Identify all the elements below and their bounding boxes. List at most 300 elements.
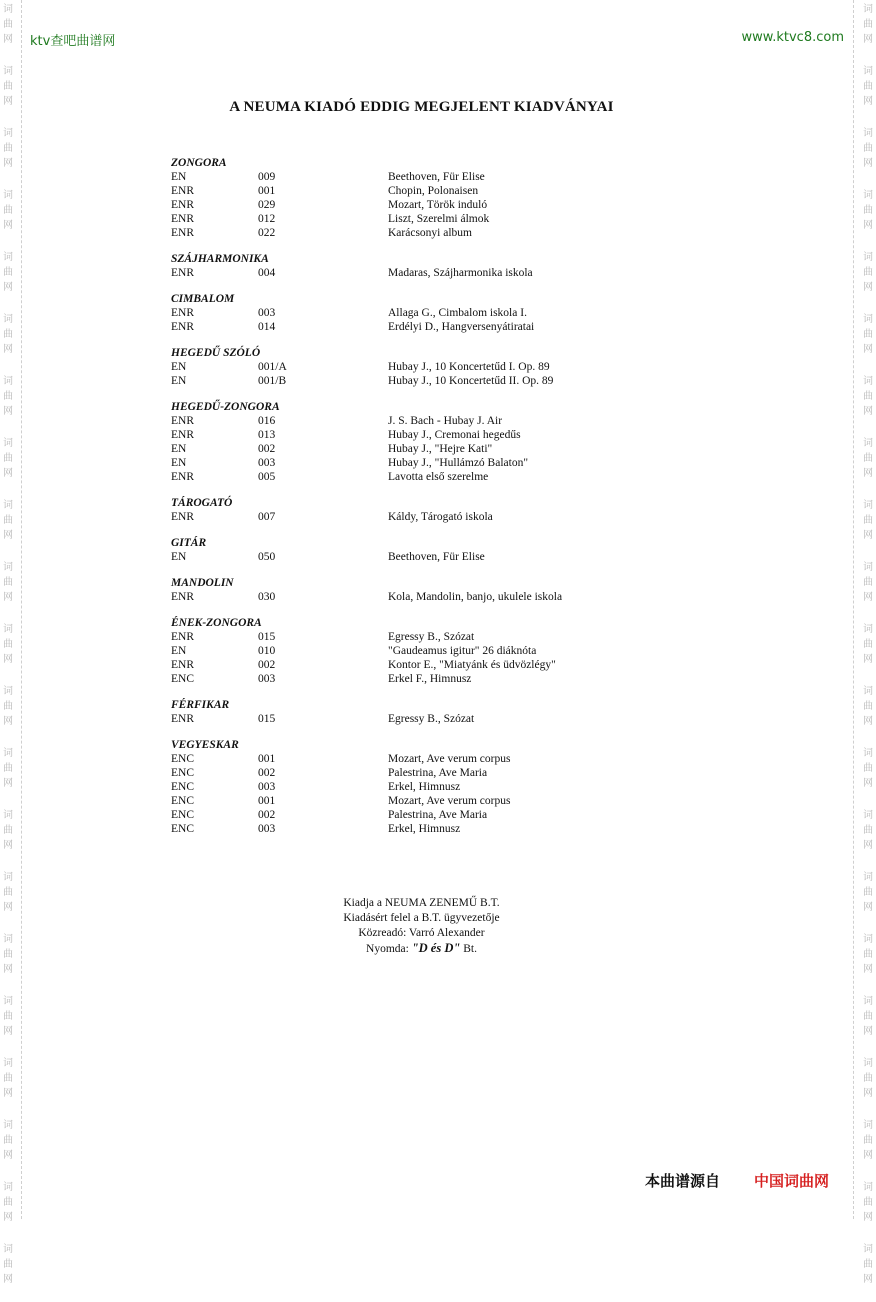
watermark-char: 网 <box>3 964 13 975</box>
work-title: Hubay J., 10 Koncertetűd I. Op. 89 <box>388 361 550 373</box>
catalog-row <box>171 470 691 484</box>
catalog-row <box>171 672 691 686</box>
watermark-char: 曲 <box>863 825 873 836</box>
watermark-char: 词 <box>3 1182 13 1193</box>
catalog-row <box>171 374 691 388</box>
edition-number: 001 <box>258 185 276 197</box>
watermark-char: 词 <box>863 996 873 1007</box>
watermark-char: 词 <box>863 810 873 821</box>
work-title: Karácsonyi album <box>388 227 472 239</box>
watermark-char: 词 <box>3 686 13 697</box>
edition-number: 009 <box>258 171 276 183</box>
watermark-char: 词 <box>863 934 873 945</box>
watermark-char: 曲 <box>863 391 873 402</box>
work-title: Erdélyi D., Hangversenyátiratai <box>388 321 535 333</box>
edition-number: 002 <box>258 659 276 671</box>
watermark-char: 网 <box>3 1212 13 1223</box>
edition-number: 016 <box>258 415 276 427</box>
watermark-unit <box>863 992 873 1054</box>
watermark-char: 词 <box>3 934 13 945</box>
watermark-char: 曲 <box>863 1135 873 1146</box>
edition-number: 003 <box>258 307 276 319</box>
edition-number: 029 <box>258 199 276 211</box>
watermark-char: 网 <box>863 468 873 479</box>
watermark-char: 词 <box>3 500 13 511</box>
watermark-char: 网 <box>863 1088 873 1099</box>
edition-number: 012 <box>258 213 276 225</box>
work-title: Mozart, Török induló <box>388 199 488 211</box>
edition-number: 015 <box>258 713 276 725</box>
watermark-char: 词 <box>3 1120 13 1131</box>
edition-code: ENC <box>171 767 194 779</box>
watermark-unit <box>863 124 873 186</box>
watermark-char: 词 <box>863 376 873 387</box>
watermark-char: 网 <box>863 1026 873 1037</box>
watermark-char: 词 <box>3 748 13 759</box>
watermark-char: 词 <box>863 624 873 635</box>
watermark-char: 词 <box>3 376 13 387</box>
left-cut-line <box>21 0 22 1219</box>
watermark-char: 曲 <box>863 887 873 898</box>
watermark-unit <box>863 62 873 124</box>
right-margin-watermark <box>860 0 876 1285</box>
watermark-unit <box>863 1054 873 1116</box>
watermark-unit <box>863 558 873 620</box>
edition-code: ENR <box>171 511 194 523</box>
watermark-unit <box>3 1054 13 1116</box>
watermark-char: 网 <box>3 530 13 541</box>
catalog-section <box>171 156 691 240</box>
publisher-footer <box>0 896 843 956</box>
watermark-unit <box>3 744 13 806</box>
work-title: Liszt, Szerelmi álmok <box>388 213 490 225</box>
work-title: Hubay J., 10 Koncertetűd II. Op. 89 <box>388 375 554 387</box>
watermark-char: 曲 <box>3 763 13 774</box>
edition-number: 002 <box>258 809 276 821</box>
edition-number: 001 <box>258 753 276 765</box>
watermark-char: 词 <box>863 872 873 883</box>
section-heading: FÉRFIKAR <box>171 699 230 711</box>
catalog-row <box>171 266 691 280</box>
watermark-unit <box>3 558 13 620</box>
catalog-row <box>171 752 691 766</box>
watermark-char: 曲 <box>3 81 13 92</box>
watermark-char: 网 <box>3 220 13 231</box>
site-name-header: ktv查吧曲谱网 <box>30 34 116 49</box>
watermark-char: 词 <box>3 872 13 883</box>
watermark-char: 网 <box>3 778 13 789</box>
section-heading: ÉNEK-ZONGORA <box>171 617 262 629</box>
printer-name: "D és D" <box>411 941 461 955</box>
watermark-char: 曲 <box>3 267 13 278</box>
watermark-char: 网 <box>863 220 873 231</box>
watermark-char: 网 <box>863 716 873 727</box>
watermark-unit <box>863 0 873 62</box>
catalog-row <box>171 184 691 198</box>
work-title: Hubay J., "Hullámzó Balaton" <box>388 457 529 469</box>
catalog-row <box>171 170 691 184</box>
watermark-unit <box>863 930 873 992</box>
edition-code: ENR <box>171 213 194 225</box>
watermark-unit <box>3 1178 13 1240</box>
watermark-char: 曲 <box>863 329 873 340</box>
watermark-char: 网 <box>3 468 13 479</box>
work-title: Allaga G., Cimbalom iskola I. <box>388 307 527 319</box>
watermark-unit <box>3 186 13 248</box>
watermark-char: 曲 <box>863 1259 873 1270</box>
watermark-char: 词 <box>3 438 13 449</box>
watermark-unit <box>863 806 873 868</box>
watermark-char: 词 <box>863 438 873 449</box>
watermark-char: 网 <box>863 592 873 603</box>
edition-number: 004 <box>258 267 276 279</box>
edition-code: ENR <box>171 659 194 671</box>
source-label: 本曲谱源自 <box>645 1172 721 1190</box>
work-title: Hubay J., "Hejre Kati" <box>388 443 493 455</box>
watermark-unit <box>863 620 873 682</box>
edition-code: ENR <box>171 321 194 333</box>
edition-code: EN <box>171 457 187 469</box>
edition-code: ENC <box>171 753 194 765</box>
watermark-unit <box>3 620 13 682</box>
watermark-char: 曲 <box>3 1011 13 1022</box>
watermark-char: 曲 <box>3 19 13 30</box>
catalog-row <box>171 780 691 794</box>
edition-number: 003 <box>258 823 276 835</box>
edition-number: 015 <box>258 631 276 643</box>
watermark-char: 网 <box>3 716 13 727</box>
edition-code: ENR <box>171 267 194 279</box>
edition-number: 014 <box>258 321 276 333</box>
watermark-char: 词 <box>3 1244 13 1255</box>
catalog-section <box>171 698 691 726</box>
watermark-char: 词 <box>3 252 13 263</box>
watermark-char: 曲 <box>3 205 13 216</box>
watermark-char: 网 <box>3 344 13 355</box>
watermark-unit <box>863 186 873 248</box>
watermark-char: 曲 <box>3 1135 13 1146</box>
watermark-unit <box>863 1116 873 1178</box>
watermark-char: 词 <box>3 996 13 1007</box>
watermark-char: 词 <box>3 190 13 201</box>
edition-number: 002 <box>258 443 276 455</box>
watermark-char: 词 <box>3 128 13 139</box>
distributor-line: Közreadó: Varró Alexander <box>358 927 485 939</box>
watermark-char: 词 <box>863 1120 873 1131</box>
edition-code: ENC <box>171 823 194 835</box>
edition-code: EN <box>171 171 187 183</box>
watermark-char: 网 <box>3 1274 13 1285</box>
edition-number: 001 <box>258 795 276 807</box>
edition-number: 003 <box>258 457 276 469</box>
watermark-char: 网 <box>3 282 13 293</box>
watermark-unit <box>3 372 13 434</box>
watermark-char: 网 <box>863 964 873 975</box>
left-margin-watermark <box>0 0 16 1285</box>
edition-code: EN <box>171 361 187 373</box>
watermark-char: 网 <box>863 1274 873 1285</box>
catalog-row <box>171 212 691 226</box>
catalog-row <box>171 550 691 564</box>
watermark-char: 词 <box>3 4 13 15</box>
watermark-char: 网 <box>3 840 13 851</box>
watermark-char: 词 <box>863 128 873 139</box>
catalog-row <box>171 658 691 672</box>
work-title: Beethoven, Für Elise <box>388 551 485 563</box>
watermark-char: 曲 <box>3 701 13 712</box>
watermark-char: 曲 <box>863 143 873 154</box>
edition-code: ENR <box>171 415 194 427</box>
catalog-section <box>171 616 691 686</box>
watermark-char: 网 <box>863 96 873 107</box>
work-title: Mozart, Ave verum corpus <box>388 753 511 765</box>
catalog-section <box>171 536 691 564</box>
catalog-row <box>171 590 691 604</box>
watermark-char: 曲 <box>863 949 873 960</box>
edition-number: 002 <box>258 767 276 779</box>
watermark-char: 曲 <box>3 1073 13 1084</box>
watermark-unit <box>3 248 13 310</box>
watermark-char: 曲 <box>863 639 873 650</box>
watermark-char: 词 <box>863 66 873 77</box>
catalog-section <box>171 346 691 388</box>
edition-code: ENR <box>171 591 194 603</box>
catalog-row <box>171 456 691 470</box>
watermark-char: 词 <box>863 252 873 263</box>
watermark-char: 网 <box>3 406 13 417</box>
edition-code: EN <box>171 375 187 387</box>
watermark-char: 网 <box>863 530 873 541</box>
work-title: "Gaudeamus igitur" 26 diáknóta <box>388 645 537 657</box>
watermark-char: 曲 <box>863 81 873 92</box>
watermark-char: 网 <box>3 34 13 45</box>
watermark-unit <box>3 124 13 186</box>
catalog-section <box>171 496 691 524</box>
section-heading: MANDOLIN <box>171 577 234 589</box>
watermark-unit <box>3 0 13 62</box>
publisher-line: Kiadja a NEUMA ZENEMŰ B.T. <box>343 897 500 909</box>
watermark-unit <box>863 744 873 806</box>
work-title: Lavotta első szerelme <box>388 471 489 483</box>
watermark-char: 词 <box>863 4 873 15</box>
watermark-char: 曲 <box>863 577 873 588</box>
watermark-unit <box>863 434 873 496</box>
catalog-row <box>171 630 691 644</box>
section-heading: ZONGORA <box>171 157 227 169</box>
work-title: Mozart, Ave verum corpus <box>388 795 511 807</box>
watermark-char: 曲 <box>3 515 13 526</box>
catalog-section <box>171 400 691 484</box>
watermark-char: 网 <box>863 902 873 913</box>
watermark-char: 曲 <box>863 763 873 774</box>
watermark-unit <box>863 1178 873 1240</box>
watermark-char: 网 <box>3 96 13 107</box>
printer-label: Nyomda: <box>366 943 409 955</box>
catalog-row <box>171 306 691 320</box>
catalog-row <box>171 794 691 808</box>
catalog-row <box>171 320 691 334</box>
watermark-char: 网 <box>863 1212 873 1223</box>
watermark-char: 网 <box>863 840 873 851</box>
watermark-unit <box>3 1116 13 1178</box>
edition-code: ENC <box>171 781 194 793</box>
source-site-link[interactable]: 中国词曲网 <box>754 1172 830 1190</box>
watermark-unit <box>863 868 873 930</box>
catalog-section <box>171 292 691 334</box>
edition-number: 005 <box>258 471 276 483</box>
watermark-unit <box>3 1240 13 1302</box>
catalog-section <box>171 252 691 280</box>
watermark-char: 曲 <box>863 19 873 30</box>
watermark-char: 词 <box>3 810 13 821</box>
work-title: Madaras, Szájharmonika iskola <box>388 267 533 279</box>
watermark-char: 曲 <box>3 329 13 340</box>
edition-number: 022 <box>258 227 276 239</box>
section-heading: HEGEDŰ-ZONGORA <box>171 401 280 413</box>
watermark-unit <box>863 248 873 310</box>
watermark-char: 曲 <box>863 453 873 464</box>
catalog-row <box>171 428 691 442</box>
edition-number: 007 <box>258 511 276 523</box>
catalog-row <box>171 510 691 524</box>
edition-code: ENR <box>171 429 194 441</box>
watermark-char: 网 <box>863 406 873 417</box>
catalog-row <box>171 226 691 240</box>
watermark-char: 词 <box>863 1244 873 1255</box>
work-title: Hubay J., Cremonai hegedűs <box>388 429 521 441</box>
work-title: Erkel F., Himnusz <box>388 673 472 685</box>
catalog-row <box>171 414 691 428</box>
watermark-char: 网 <box>3 902 13 913</box>
work-title: J. S. Bach - Hubay J. Air <box>388 415 503 427</box>
watermark-char: 曲 <box>3 949 13 960</box>
work-title: Beethoven, Für Elise <box>388 171 485 183</box>
watermark-char: 曲 <box>863 1197 873 1208</box>
page-title: A NEUMA KIADÓ EDDIG MEGJELENT KIADVÁNYAI <box>229 99 614 115</box>
watermark-unit <box>3 434 13 496</box>
section-heading: CIMBALOM <box>171 293 235 305</box>
watermark-char: 词 <box>863 562 873 573</box>
watermark-char: 词 <box>863 1182 873 1193</box>
edition-code: ENR <box>171 471 194 483</box>
site-url-header: www.ktvc8.com <box>741 30 844 45</box>
watermark-char: 网 <box>863 282 873 293</box>
watermark-char: 曲 <box>3 453 13 464</box>
watermark-char: 曲 <box>863 1011 873 1022</box>
watermark-char: 词 <box>863 686 873 697</box>
edition-number: 001/B <box>258 375 287 387</box>
edition-code: ENR <box>171 307 194 319</box>
watermark-unit <box>3 310 13 372</box>
watermark-unit <box>863 310 873 372</box>
section-heading: GITÁR <box>171 537 207 549</box>
watermark-unit <box>863 496 873 558</box>
edition-number: 010 <box>258 645 276 657</box>
edition-code: ENC <box>171 795 194 807</box>
edition-number: 050 <box>258 551 276 563</box>
printer-suffix: Bt. <box>463 943 477 955</box>
watermark-char: 词 <box>3 562 13 573</box>
watermark-char: 曲 <box>863 701 873 712</box>
watermark-char: 词 <box>3 314 13 325</box>
work-title: Egressy B., Szózat <box>388 631 475 643</box>
watermark-unit <box>3 496 13 558</box>
work-title: Palestrina, Ave Maria <box>388 809 488 821</box>
edition-code: EN <box>171 551 187 563</box>
edition-code: ENR <box>171 713 194 725</box>
edition-code: ENR <box>171 227 194 239</box>
watermark-char: 曲 <box>863 515 873 526</box>
watermark-char: 网 <box>863 158 873 169</box>
edition-code: ENR <box>171 631 194 643</box>
edition-code: ENR <box>171 185 194 197</box>
watermark-unit <box>863 682 873 744</box>
right-cut-line <box>853 0 854 1219</box>
watermark-char: 网 <box>863 1150 873 1161</box>
work-title: Egressy B., Szózat <box>388 713 475 725</box>
watermark-unit <box>863 1240 873 1302</box>
watermark-char: 网 <box>3 1026 13 1037</box>
work-title: Kola, Mandolin, banjo, ukulele iskola <box>388 591 563 603</box>
responsible-line: Kiadásért felel a B.T. ügyvezetője <box>343 912 500 924</box>
printer-line <box>0 941 843 956</box>
catalog-row <box>171 808 691 822</box>
catalog-row <box>171 712 691 726</box>
section-heading: VEGYESKAR <box>171 739 239 751</box>
watermark-char: 曲 <box>3 887 13 898</box>
watermark-char: 词 <box>863 748 873 759</box>
edition-code: EN <box>171 443 187 455</box>
edition-number: 001/A <box>258 361 287 373</box>
watermark-char: 网 <box>863 778 873 789</box>
catalog-row <box>171 766 691 780</box>
catalog-row <box>171 822 691 836</box>
publication-catalog <box>171 156 691 848</box>
watermark-char: 词 <box>863 500 873 511</box>
watermark-char: 网 <box>3 654 13 665</box>
watermark-char: 曲 <box>863 1073 873 1084</box>
catalog-section <box>171 576 691 604</box>
edition-number: 013 <box>258 429 276 441</box>
edition-number: 030 <box>258 591 276 603</box>
work-title: Erkel, Himnusz <box>388 823 461 835</box>
watermark-char: 词 <box>3 66 13 77</box>
watermark-char: 曲 <box>863 205 873 216</box>
work-title: Kontor E., "Miatyánk és üdvözlégy" <box>388 659 556 671</box>
catalog-row <box>171 644 691 658</box>
catalog-section <box>171 738 691 836</box>
watermark-char: 网 <box>3 1088 13 1099</box>
watermark-unit <box>3 992 13 1054</box>
catalog-row <box>171 442 691 456</box>
watermark-char: 曲 <box>3 1259 13 1270</box>
edition-number: 003 <box>258 673 276 685</box>
edition-code: ENC <box>171 809 194 821</box>
watermark-char: 曲 <box>863 267 873 278</box>
watermark-char: 词 <box>863 1058 873 1069</box>
work-title: Erkel, Himnusz <box>388 781 461 793</box>
watermark-char: 曲 <box>3 1197 13 1208</box>
watermark-char: 网 <box>863 344 873 355</box>
work-title: Palestrina, Ave Maria <box>388 767 488 779</box>
watermark-char: 曲 <box>3 639 13 650</box>
watermark-char: 曲 <box>3 391 13 402</box>
watermark-char: 词 <box>863 190 873 201</box>
watermark-unit <box>3 682 13 744</box>
watermark-char: 网 <box>3 1150 13 1161</box>
watermark-char: 词 <box>3 624 13 635</box>
watermark-unit <box>863 372 873 434</box>
